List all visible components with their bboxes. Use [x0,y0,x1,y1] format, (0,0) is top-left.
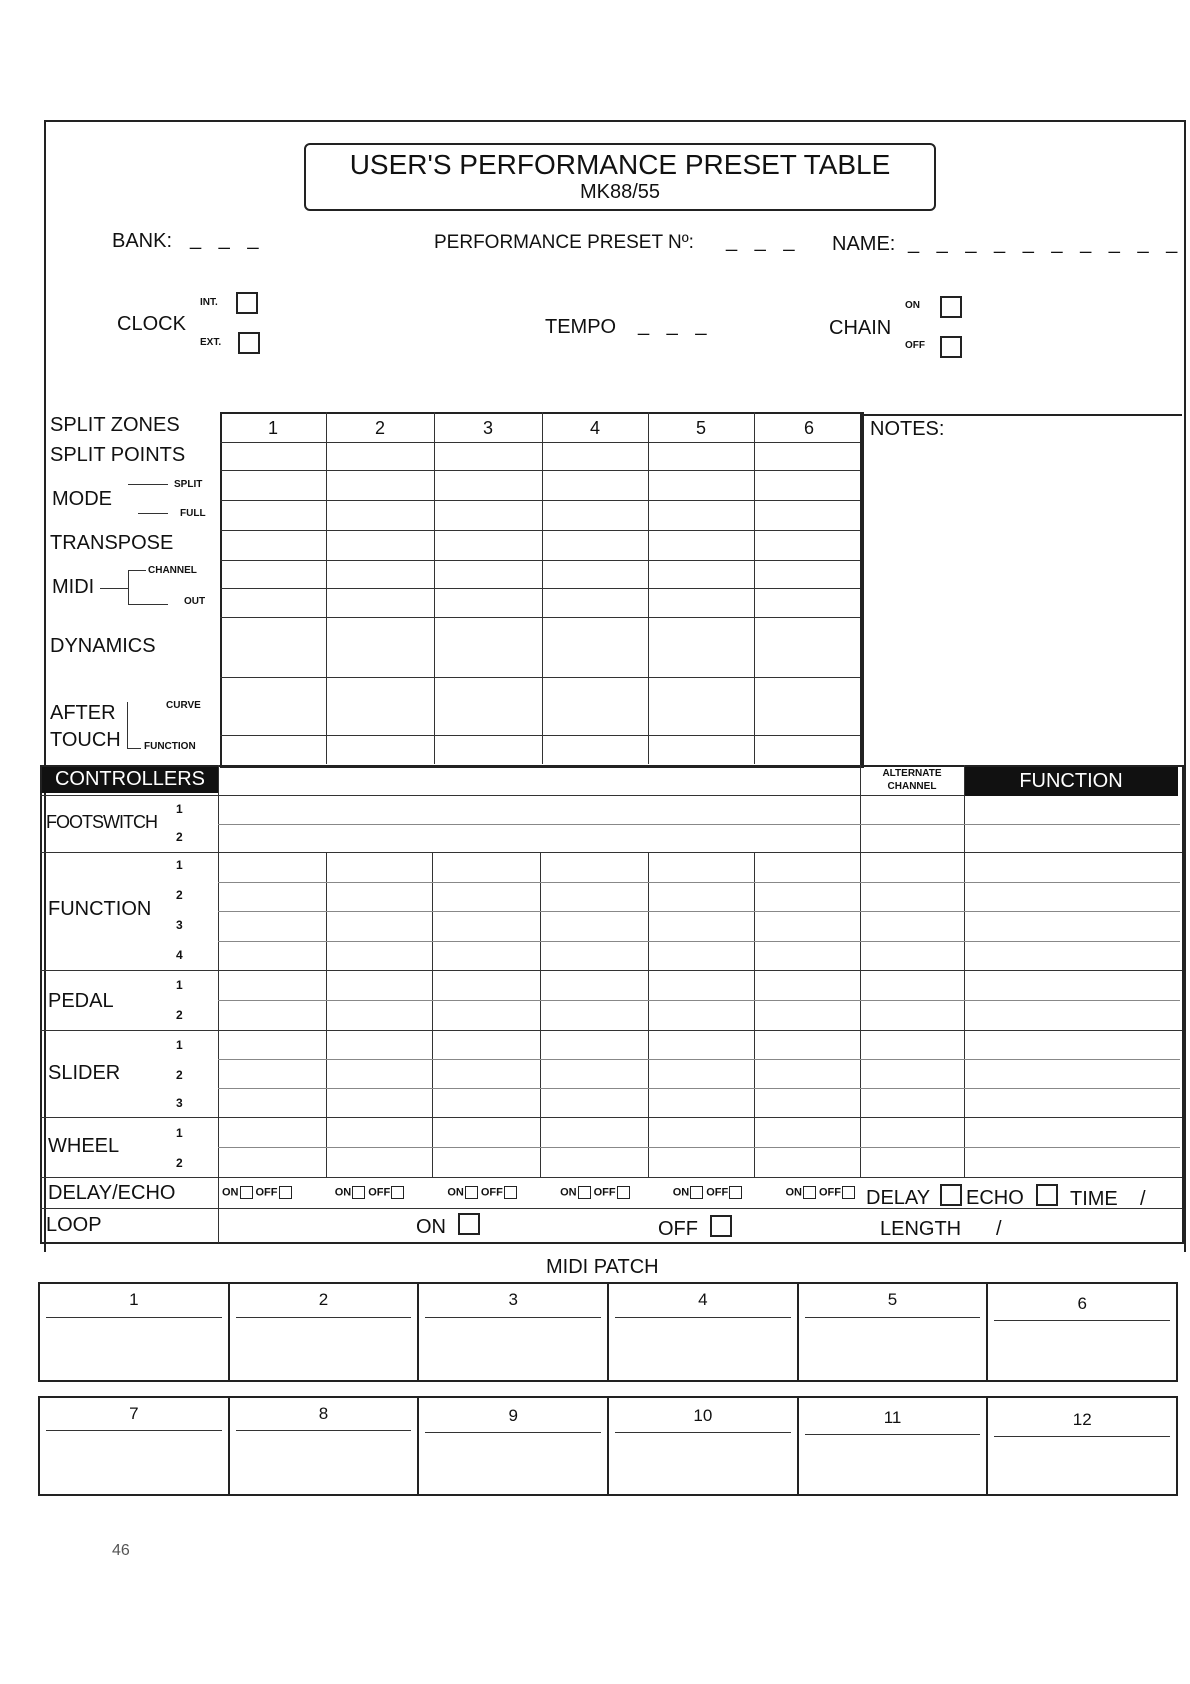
chain-off-checkbox[interactable] [940,336,962,358]
chain-off-label: OFF [905,340,925,351]
midi-patch-cell[interactable] [799,1398,989,1494]
on-label: ON [334,1186,352,1199]
pedal-label: PEDAL [48,990,114,1012]
midi-patch-row-2 [38,1396,1178,1496]
tempo-label: TEMPO [545,316,617,338]
delay-zone-3 [447,1186,520,1199]
slider-num-1: 1 [176,1038,183,1052]
patch-number: 6 [1077,1294,1087,1313]
preset-label: PERFORMANCE PRESET Nº: [434,232,694,253]
page-title: USER'S PERFORMANCE PRESET TABLE [349,149,891,180]
midi-patch-cell[interactable] [230,1398,420,1494]
midi-label: MIDI [52,576,95,598]
on-checkbox[interactable] [465,1186,478,1199]
delay-echo-label: DELAY/ECHO [48,1182,176,1204]
touch-function-label: FUNCTION [144,741,196,752]
midi-patch-cell[interactable] [609,1284,799,1380]
delay-zone-2 [335,1186,408,1199]
zone-col-2: 2 [374,418,385,438]
loop-on-label: ON [416,1216,446,1238]
on-label: ON [447,1186,464,1199]
midi-patch-cell[interactable] [40,1284,230,1380]
off-checkbox[interactable] [391,1186,404,1199]
clock-label: CLOCK [117,313,186,335]
wheel-num-2: 2 [176,1156,183,1170]
loop-off-checkbox[interactable] [710,1215,732,1237]
footswitch-label: FOOTSWITCH [46,812,157,832]
name-field[interactable]: _ _ _ _ _ _ _ _ _ _ [908,232,1184,254]
mode-full-label: FULL [180,508,206,519]
touch-label: TOUCH [50,729,121,751]
patch-number: 5 [887,1290,898,1309]
patch-number: 8 [318,1404,329,1423]
function-num-2: 2 [176,888,183,902]
controllers-grid[interactable] [40,765,1184,1244]
midi-patch-cell[interactable] [419,1398,609,1494]
model-name: MK88/55 [579,181,661,203]
patch-number: 11 [883,1408,902,1427]
midi-patch-cell[interactable] [988,1284,1176,1380]
delay-zone-6 [785,1186,858,1199]
patch-number: 4 [698,1290,708,1309]
mode-label: MODE [52,488,112,510]
midi-patch-cell[interactable] [988,1398,1176,1494]
on-checkbox[interactable] [578,1186,591,1199]
zone-col-1: 1 [267,418,278,438]
preset-field[interactable]: _ _ _ [726,230,801,252]
on-label: ON [672,1186,690,1199]
midi-out-label: OUT [184,596,206,607]
patch-number: 1 [129,1290,139,1309]
bank-field[interactable]: _ _ _ [190,228,265,250]
on-checkbox[interactable] [352,1186,365,1199]
chain-on-label: ON [905,300,920,311]
patch-number: 7 [129,1404,139,1423]
delay-label: DELAY [866,1187,931,1209]
echo-checkbox[interactable] [1036,1184,1058,1206]
off-checkbox[interactable] [729,1186,742,1199]
controllers-header: CONTROLLERS [42,765,218,793]
off-checkbox[interactable] [279,1186,292,1199]
midi-patch-row-1 [38,1282,1178,1382]
length-label: LENGTH [880,1218,962,1240]
patch-number: 12 [1072,1410,1092,1429]
chain-label: CHAIN [829,317,892,339]
delay-checkbox[interactable] [940,1184,962,1206]
pedal-num-2: 2 [176,1008,183,1022]
transpose-label: TRANSPOSE [50,532,174,554]
off-checkbox[interactable] [842,1186,855,1199]
off-label: OFF [255,1186,278,1199]
slider-label: SLIDER [48,1062,121,1084]
off-label: OFF [480,1186,503,1199]
off-label: OFF [368,1186,391,1199]
patch-number: 3 [508,1290,518,1309]
split-points-label: SPLIT POINTS [50,444,186,466]
delay-zone-1 [222,1186,295,1199]
chain-on-checkbox[interactable] [940,296,962,318]
wheel-num-1: 1 [176,1126,183,1140]
patch-number: 9 [508,1406,518,1425]
delay-zone-5 [673,1186,746,1199]
time-slash[interactable]: / [1140,1188,1146,1210]
delay-echo-zone-toggles [222,1186,858,1199]
bank-label: BANK: [112,230,173,252]
off-label: OFF [706,1186,729,1199]
length-slash[interactable]: / [996,1218,1002,1240]
echo-label: ECHO [966,1187,1024,1209]
after-label: AFTER [50,702,116,724]
off-checkbox[interactable] [617,1186,630,1199]
slider-num-2: 2 [176,1068,183,1082]
function-row-label: FUNCTION [48,898,152,920]
alternate-channel-header: ALTERNATE CHANNEL [882,768,942,792]
time-label: TIME [1070,1188,1118,1210]
title-box [304,143,936,211]
patch-number: 2 [318,1290,329,1309]
on-label: ON [222,1186,239,1199]
notes-area[interactable] [860,414,1182,766]
off-label: OFF [818,1186,841,1199]
loop-label: LOOP [46,1214,102,1236]
slider-num-3: 3 [176,1096,183,1110]
on-checkbox[interactable] [803,1186,816,1199]
function-header: FUNCTION [964,767,1178,796]
notes-label: NOTES: [870,418,945,440]
midi-channel-label: CHANNEL [148,565,197,576]
function-num-1: 1 [176,858,183,872]
mode-split-label: SPLIT [174,479,203,490]
midi-patch-cell[interactable] [419,1284,609,1380]
midi-patch-title: MIDI PATCH [546,1256,659,1278]
curve-label: CURVE [166,700,201,711]
zone-col-6: 6 [803,418,814,438]
off-checkbox[interactable] [504,1186,517,1199]
pedal-num-1: 1 [176,978,183,992]
patch-number: 10 [693,1406,713,1425]
zone-col-4: 4 [589,418,600,438]
midi-patch-cell[interactable] [609,1398,799,1494]
clock-ext-label: EXT. [200,337,222,348]
name-label: NAME: [832,233,896,255]
footswitch-num-2: 2 [176,830,183,844]
on-label: ON [560,1186,577,1199]
function-num-3: 3 [176,918,183,932]
clock-int-label: INT. [200,297,218,308]
zone-col-3: 3 [482,418,493,438]
dynamics-label: DYNAMICS [50,635,156,657]
off-label: OFF [593,1186,616,1199]
on-checkbox[interactable] [690,1186,703,1199]
split-zones-label: SPLIT ZONES [50,414,180,436]
clock-int-checkbox[interactable] [236,292,258,314]
on-label: ON [785,1186,802,1199]
delay-zone-4 [560,1186,633,1199]
function-num-4: 4 [176,948,183,962]
midi-patch-cell[interactable] [230,1284,420,1380]
page-number: 46 [112,1542,130,1559]
loop-off-label: OFF [658,1218,698,1240]
midi-patch-cell[interactable] [40,1398,230,1494]
loop-on-checkbox[interactable] [458,1213,480,1235]
footswitch-num-1: 1 [176,802,183,816]
midi-patch-cell[interactable] [799,1284,989,1380]
wheel-label: WHEEL [48,1135,120,1157]
clock-ext-checkbox[interactable] [238,332,260,354]
on-checkbox[interactable] [240,1186,253,1199]
tempo-field[interactable]: _ _ _ [638,314,713,336]
zone-col-5: 5 [695,418,706,438]
